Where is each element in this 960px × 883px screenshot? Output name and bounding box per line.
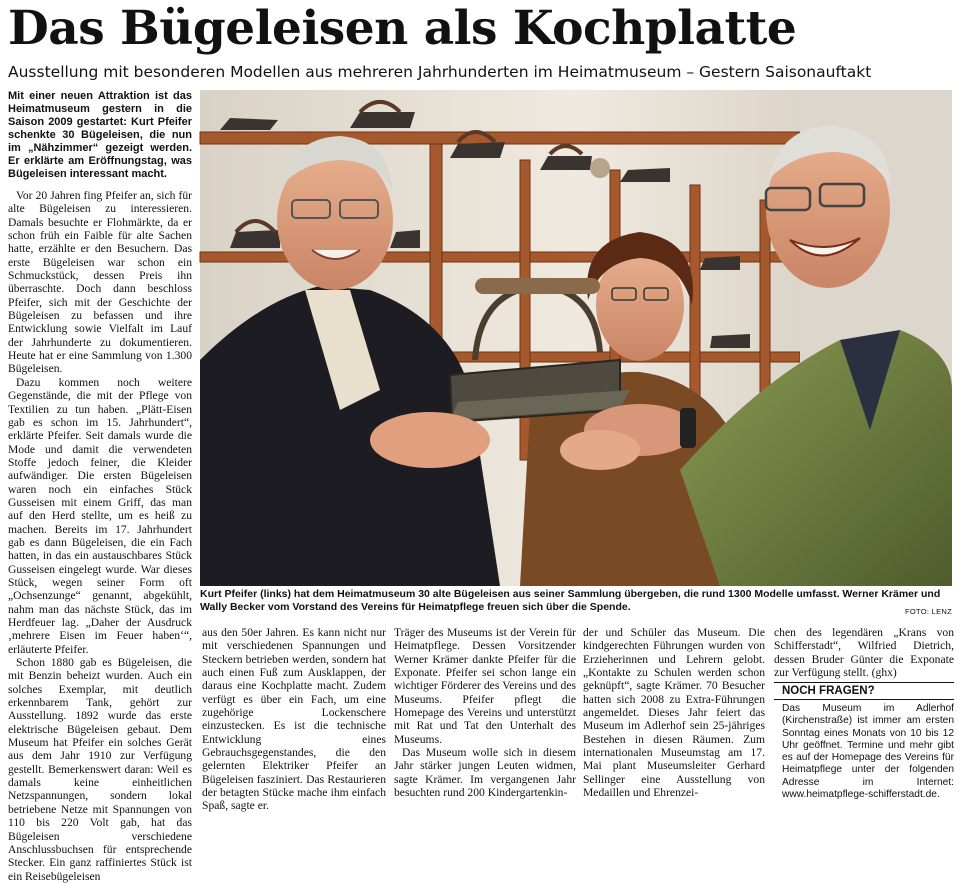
article-headline: Das Bügeleisen als Kochplatte: [8, 1, 797, 56]
paragraph: Das Museum wolle sich in diesem Jahr stärker jungen Leuten widmen, sagte Krämer. Im vergangenen Jahr besuchten rund 200 Kindergartenkin-: [394, 746, 576, 800]
paragraph: Träger des Museums ist der Verein für Heimatpflege. Dessen Vorsitzender Werner Krämer dankte Pfeifer für die Exponate. Pfeifer sei schon lange ein wichtiger Förderer des Vereins und des Museums. Pfeifer pflegt die Homepage des Vereins und unterstützt mit Rat und Tat den Unterhalt des Museums.: [394, 626, 576, 746]
paragraph: Dazu kommen noch weitere Gegenstände, die mit der Pflege von Textilien zu tun haben. „Plätt-Eisen gab es schon im 15. Jahrhundert“, erklärte Pfeifer. Seit damals wurde die Mode und damit die verwendeten Stoffe jedoch feiner, die Kleider aufwändiger. Die ersten Bügeleisen waren noch ein einfaches Stück Gusseisen mit einem Griff, das man auf den Herd stellte, um es heiß zu machen. Bereits im 17. Jahrhundert gab es dann Bügeleisen, die ein Fach hatten, in das ein austauschbares Stück Gusseisen eingelegt wurde. War dieses Stück, wegen seiner Form oft „Ochsenzunge“ genannt, abgekühlt, nahm man das nächste Stück, das im Herdfeuer lag. „Daher der Ausdruck ‚mehrere Eisen im Feuer haben‘“, erläuterte Pfeifer.: [8, 375, 192, 656]
info-box: [774, 682, 954, 801]
article-column-4: [583, 626, 765, 800]
article-photo: [200, 90, 952, 586]
photo-caption-text: Kurt Pfeifer (links) hat dem Heimatmuseum 30 alte Bügeleisen aus seiner Sammlung übergeben, die rund 1300 Modelle umfasst. Werner Krämer und Wally Becker vom Vorstand des Vereins für Heimatpflege freuen sich über die Spende.: [200, 588, 941, 613]
article-column-3: [394, 626, 576, 800]
photo-caption: [200, 588, 952, 622]
photo-illustration: [200, 90, 952, 586]
article-column-1: [8, 90, 192, 883]
article-column-2: [202, 626, 386, 813]
paragraph: aus den 50er Jahren. Es kann nicht nur mit verschiedenen Spannungen und Steckern betrieben werden, sondern hat auch einen Fuß zum Ausklappen, der daraus eine Kochplatte macht. Zudem verfügt es über ein Fach, um eine zugehörige Lockenschere einzustecken. Es ist die technische Entwicklung eines Gebrauchsgegenstandes, die den gelernten Elektriker Pfeifer an Bügeleisen fasziniert. Das Restaurieren der betagten Stücke mache ihm einfach Spaß, sagte er.: [202, 626, 386, 813]
article-column-5: [774, 626, 954, 686]
article-subheadline: Ausstellung mit besonderen Modellen aus mehreren Jahrhunderten im Heimatmuseum – Gestern Saisonauftakt: [8, 63, 872, 81]
info-box-title: NOCH FRAGEN?: [774, 682, 954, 700]
article-lead: Mit einer neuen Attraktion ist das Heimatmuseum gestern in die Saison 2009 gestartet: Kurt Pfeifer schenkte 30 Bügeleisen, die nun im „Nähzimmer“ gezeigt werden. Er erklärte am Eröffnungstag, was Bügeleisen interessant macht.: [8, 90, 192, 180]
paragraph: der und Schüler das Museum. Die kindgerechten Führungen wurden von Erzieherinnen und Lehrern gelobt. „Kontakte zu Schulen werden schon geknüpft“, sagte Krämer. 70 Besucher hatten sich 2008 zu Extra-Führungen angemeldet. Dieses Jahr feiert das Museum im Adlerhof sein 25-jähriges Bestehen in diesen Räumen. Zum internationalen Museumstag am 17. Mai plant Museumsleiter Gerhard Sellinger eine Ausstellung von Medaillen und Ehrenzei-: [583, 626, 765, 800]
info-box-text: Das Museum im Adlerhof (Kirchenstraße) ist immer am ersten Sonntag eines Monats von 10 bis 12 Uhr geöffnet. Termine und mehr gibt es auf der Homepage des Vereins für Heimatpflege unter der folgenden Adresse im Internet: www.heimatpflege-schifferstadt.de.: [782, 703, 954, 801]
photo-credit: FOTO: LENZ: [904, 606, 952, 616]
paragraph: chen des legendären „Krans von Schifferstadt“, Wilfried Dietrich, dessen Bruder Günter die Exponate zur Verfügung stellt. (ghx): [774, 626, 954, 680]
paragraph: Schon 1880 gab es Bügeleisen, die mit Benzin beheizt wurden. Auch ein solches Exemplar, mit deutlich erkennbarem Tank, gehört zur Ausstellung. 1892 wurde das erste elektrische Bügeleisen gebaut. Dem Museum hat Pfeifer ein solches Gerät aus dem Jahr 1910 zur Verfügung gestellt. Bemerkenswert daran: Weil es damals keine einheitlichen Netzspannungen, sondern lokal betriebene Netze mit Spannungen von 110 bis 220 Volt gab, hat das Bügeleisen verschiedene Anschlussbuchsen für entsprechende Stecker. Ein ganz raffiniertes Stück ist ein Reisebügeleisen: [8, 656, 192, 883]
paragraph: Vor 20 Jahren fing Pfeifer an, sich für alte Bügeleisen zu interessieren. Damals besuchte er Flohmärkte, da er schon früh ein Faible für alte Sachen hatte, erzählte er den Besuchern. Das erste Bügeleisen war schon ein Schmuckstück, dessen Preis ihn überraschte. Doch dann beschloss Pfeifer, sich mit der Geschichte der Bügeleisen zu befassen und ihre Entwicklung sowie Vielfalt im Lauf der Jahrhunderte zu dokumentieren. Heute hat er eine Sammlung von 1.300 Bügeleisen.: [8, 189, 192, 376]
